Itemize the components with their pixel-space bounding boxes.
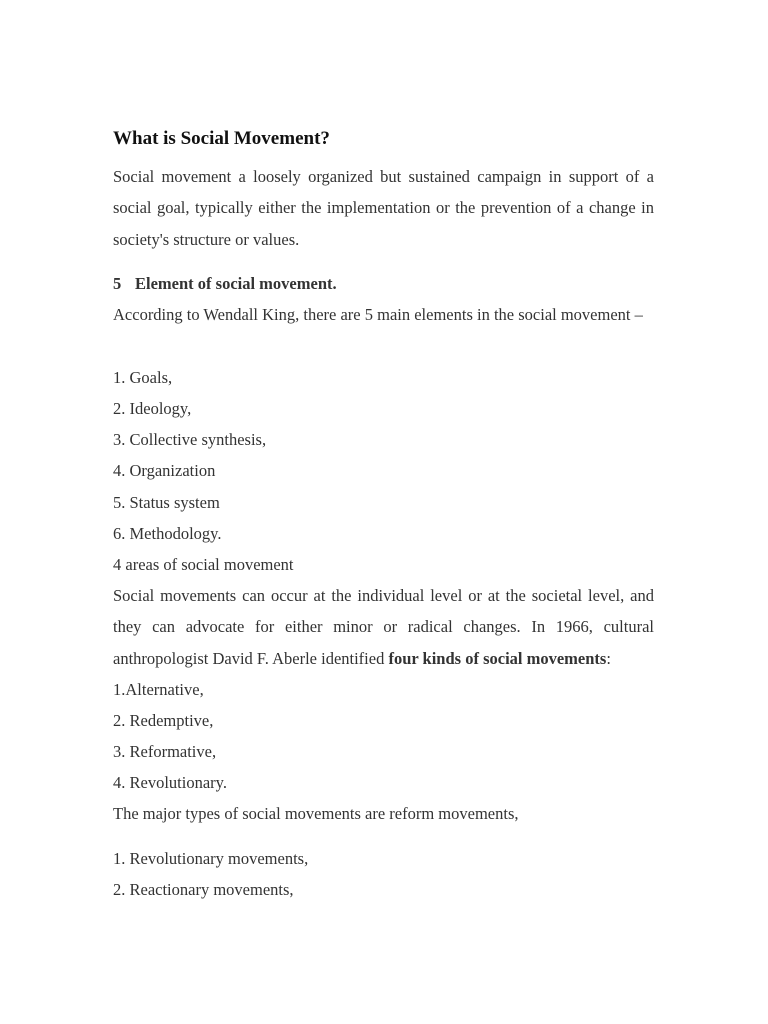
list-item: 2. Redemptive, [113,711,214,730]
list-item: 4. Revolutionary. [113,773,227,792]
intro-paragraph: Social movement a loosely organized but sustained campaign in support of a social goal, typically either the implementation or the prevention of a change in society's structure or values. [113,167,654,249]
elements-heading-number: 5 [113,274,122,293]
elements-heading-text: Element of social movement. [135,274,337,293]
list-item: 2. Reactionary movements, [113,880,294,899]
list-item: 3. Reformative, [113,742,217,761]
elements-heading [113,274,337,294]
types-intro: The major types of social movements are reform movements, [113,804,519,823]
elements-intro-paragraph: According to Wendall King, there are 5 main elements in the social movement – [113,305,643,324]
list-item: 4. Organization [113,461,216,480]
areas-paragraph-text: Social movements can occur at the individual level or at the societal level, and they can advocate for either minor or radical changes. In 1966, cultural anthropologist David F. Aberle identified [113,586,654,668]
areas-heading: 4 areas of social movement [113,555,294,574]
list-item: 3. Collective synthesis, [113,430,267,449]
areas-paragraph-tail: : [606,648,611,668]
list-item: 1.Alternative, [113,680,204,699]
list-item: 1. Goals, [113,368,173,387]
list-item: 5. Status system [113,493,220,512]
page-title: What is Social Movement? [113,128,330,149]
areas-paragraph [113,580,654,674]
list-item: 2. Ideology, [113,399,192,418]
list-item: 1. Revolutionary movements, [113,849,309,868]
areas-paragraph-bold: four kinds of social movements [388,648,607,668]
list-item: 6. Methodology. [113,524,222,543]
